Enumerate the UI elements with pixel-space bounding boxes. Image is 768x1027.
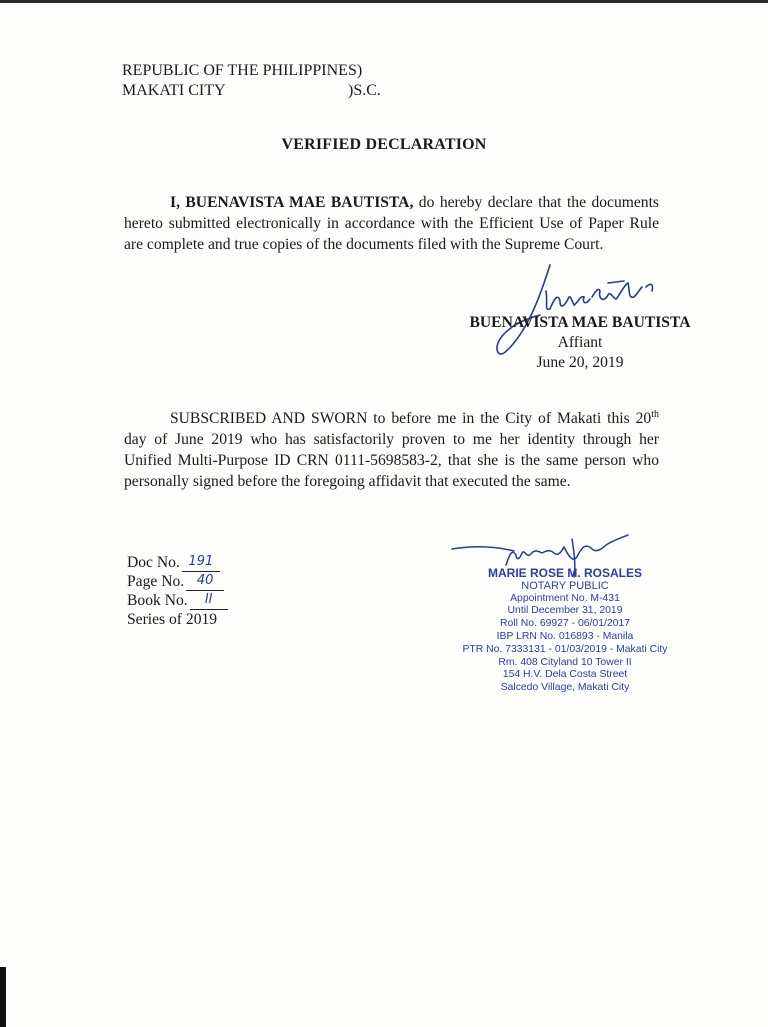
declaration-line-3: are complete and true copies of the documents filed with the Supreme Court. (124, 236, 604, 253)
jurat-paragraph (124, 408, 659, 492)
jurat-line-1-text: SUBSCRIBED AND SWORN to before me in the City of Makati this 20 (170, 410, 652, 427)
book-number-row (127, 591, 228, 610)
declaration-line-1 (124, 192, 659, 213)
notary-address-line-1: Rm. 408 Cityland 10 Tower II (498, 656, 632, 668)
affiant-name: BUENAVISTA MAE BAUTISTA (469, 314, 691, 331)
venue-sc: )S.C. (348, 82, 381, 99)
affiant-date: June 20, 2019 (536, 354, 624, 371)
jurat-line-3: Unified Multi-Purpose ID CRN 0111-5698583-2, that she is the same person who (124, 452, 659, 469)
document-title: VERIFIED DECLARATION (281, 136, 487, 153)
affiant-role: Affiant (557, 334, 603, 351)
series-label: Series of 2019 (127, 611, 218, 628)
page-number-label: Page No. (127, 573, 185, 590)
jurat-line-2: day of June 2019 who has satisfactorily proven to me her identity through her (124, 431, 659, 448)
jurat-line-4: personally signed before the foregoing affidavit that executed the same. (124, 473, 571, 490)
declaration-line-2: hereto submitted electronically in accordance with the Efficient Use of Paper Rule (124, 215, 659, 232)
notarial-register (127, 553, 228, 629)
declaration-paragraph (124, 192, 659, 255)
scan-edge-mark (0, 967, 6, 1027)
page-number-row (127, 572, 228, 591)
jurat-line-1 (124, 408, 659, 429)
notary-stamp (420, 567, 710, 695)
book-number-label: Book No. (127, 592, 188, 609)
notary-title: NOTARY PUBLIC (521, 579, 609, 592)
doc-number-label: Doc No. (127, 554, 180, 571)
notary-ptr-number: PTR No. 7333131 - 01/03/2019 - Makati City (462, 643, 668, 655)
page-number-value: 40 (186, 571, 224, 591)
venue-caption-line-2 (122, 81, 422, 101)
notary-ibp-number: IBP LRN No. 016893 - Manila (496, 630, 634, 642)
doc-number-value: 191 (182, 552, 220, 572)
jurat-superscript: th (651, 408, 659, 420)
notary-commission-until: Until December 31, 2019 (507, 605, 623, 617)
declarant-name: I, BUENAVISTA MAE BAUTISTA, (170, 194, 414, 211)
series-row (127, 610, 228, 629)
notary-name: MARIE ROSE M. ROSALES (487, 566, 642, 580)
venue-republic: REPUBLIC OF THE PHILIPPINES) (122, 62, 363, 79)
notary-roll-number: Roll No. 69927 - 06/01/2017 (500, 618, 630, 630)
notary-address-line-3: Salcedo Village, Makati City (500, 682, 630, 694)
venue-city: MAKATI CITY (122, 82, 226, 99)
book-number-value: II (190, 590, 228, 610)
affiant-block (440, 313, 720, 373)
venue-caption-line-1 (122, 61, 362, 81)
notary-appointment: Appointment No. M-431 (510, 592, 620, 604)
notary-address-line-2: 154 H.V. Dela Costa Street (502, 669, 628, 681)
declaration-line-1-text: do hereby declare that the documents (413, 194, 659, 211)
doc-number-row (127, 553, 228, 572)
